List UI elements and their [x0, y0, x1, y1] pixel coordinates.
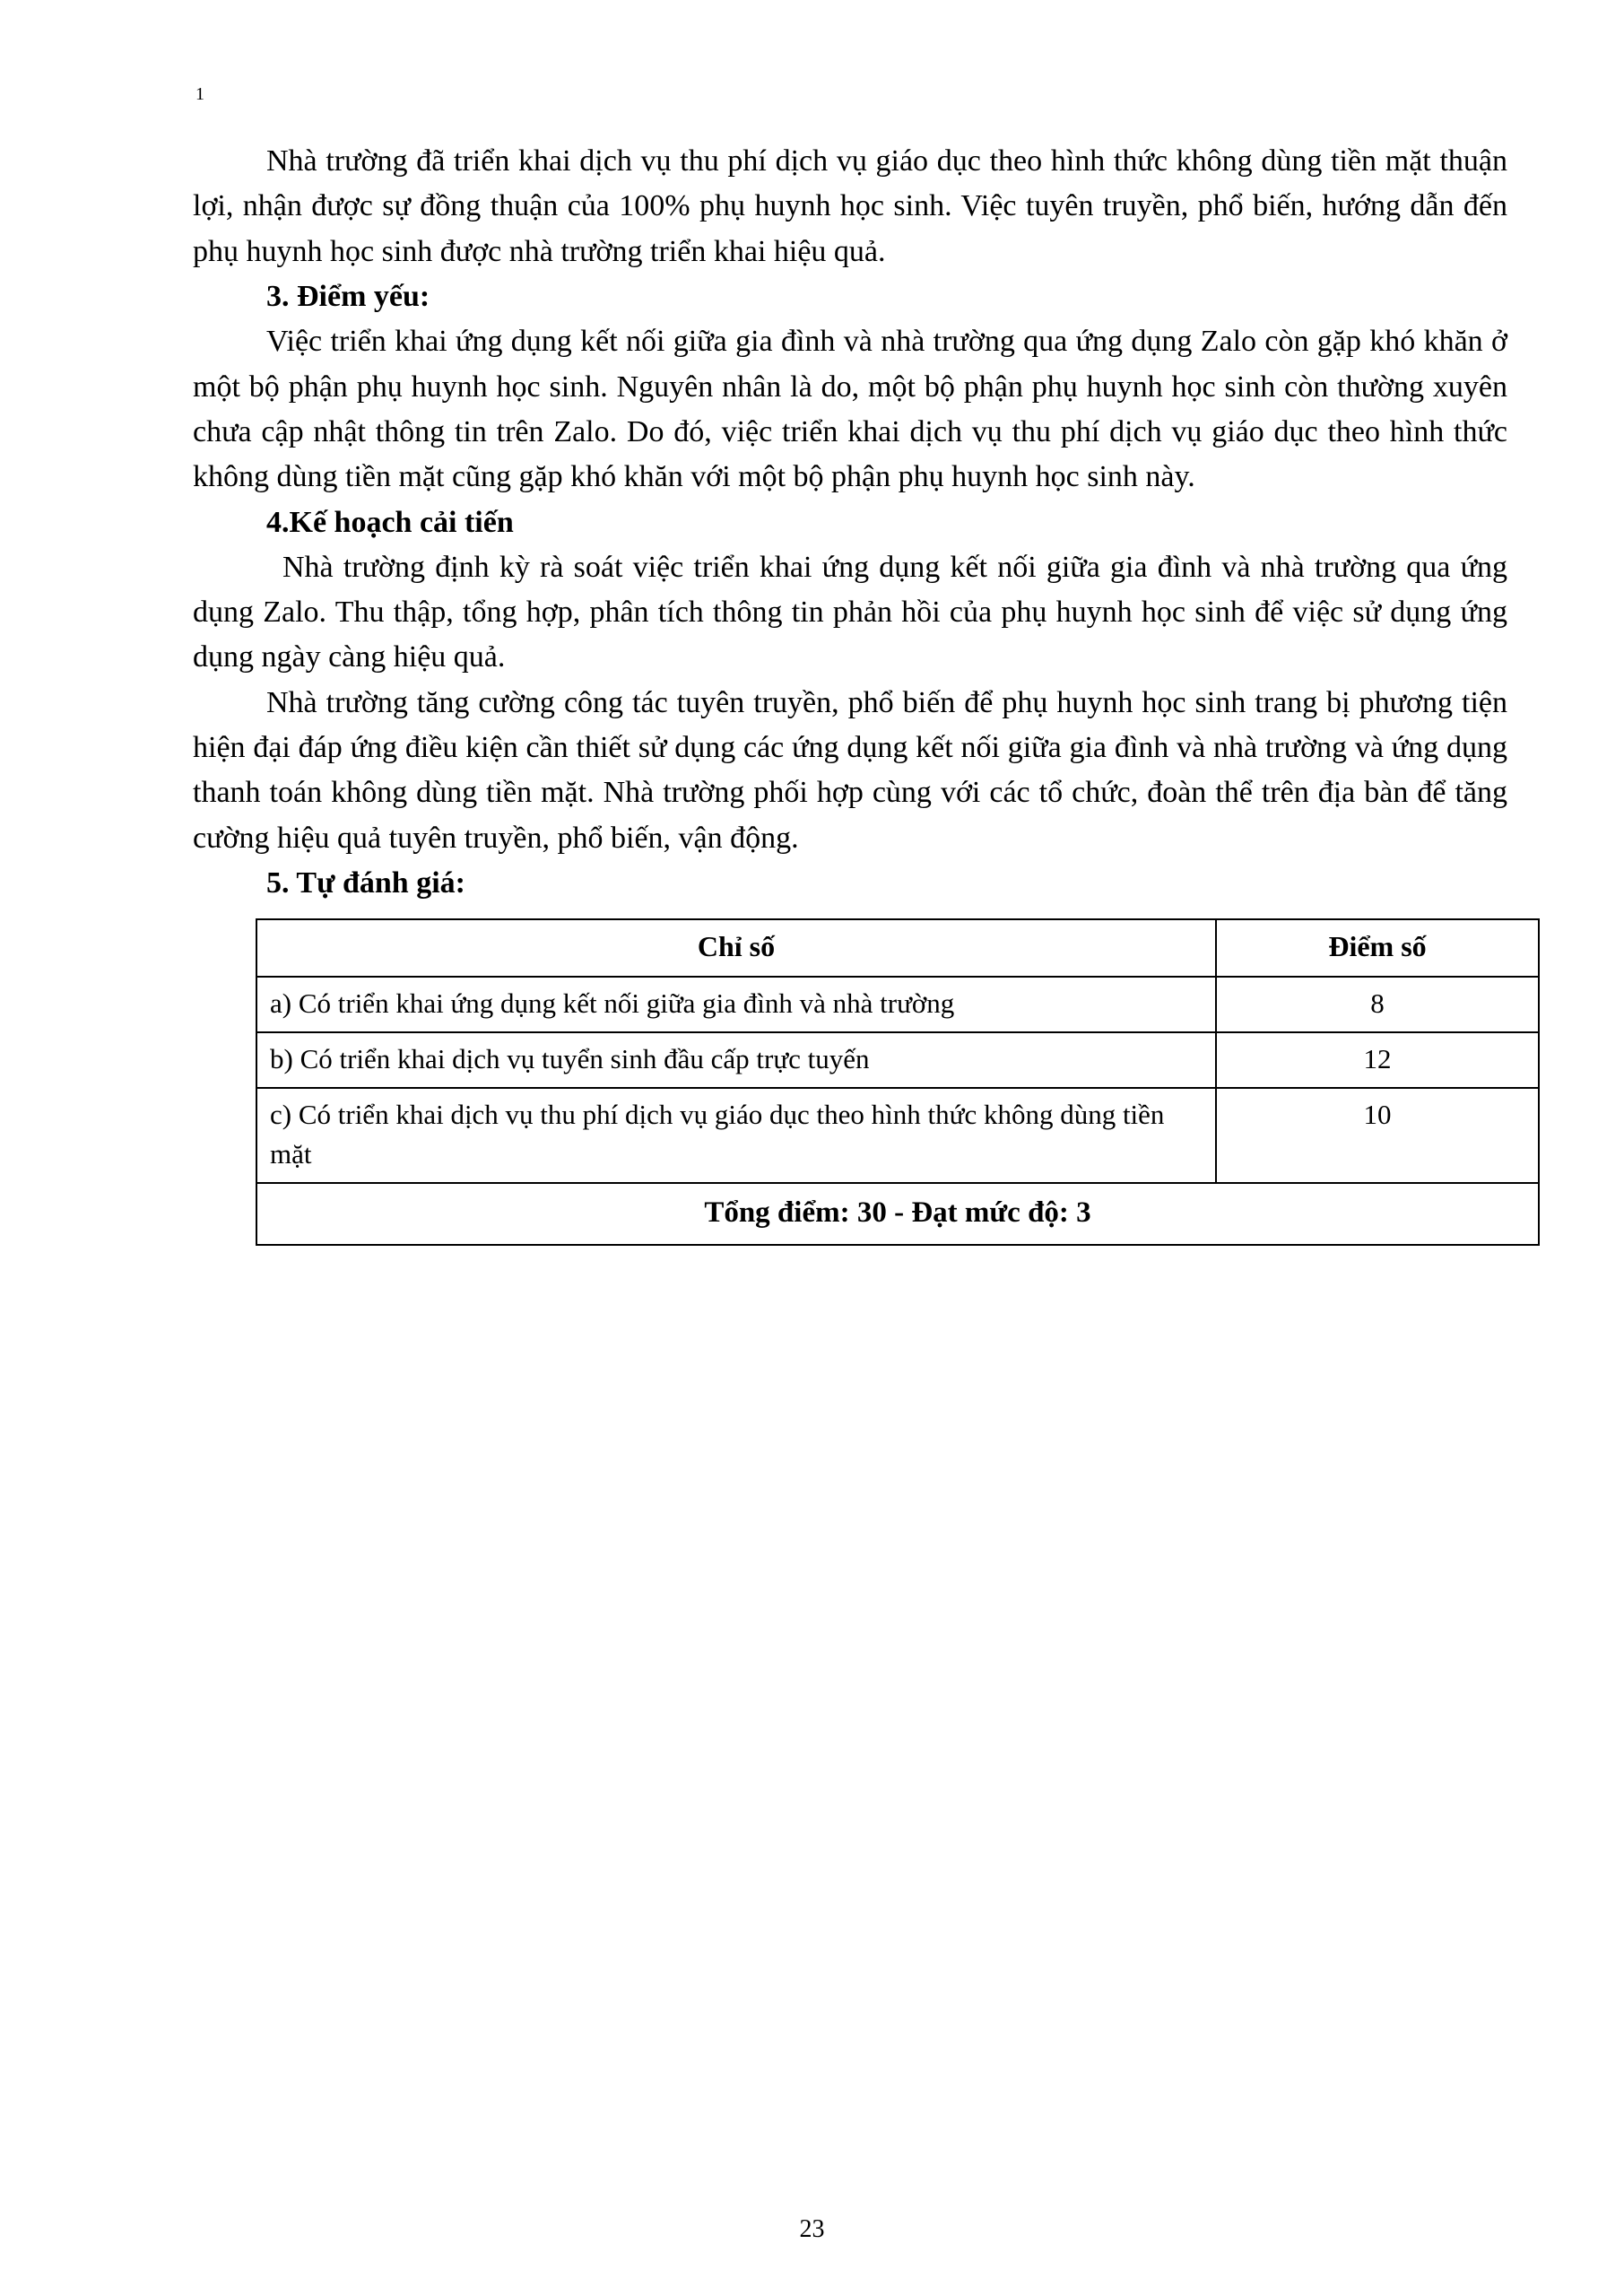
paragraph-improvement-1: Nhà trường định kỳ rà soát việc triển khai ứng dụng kết nối giữa gia đình và nhà trường qua ứng dụng Zalo. Thu thập, tổng hợp, phân tích thông tin phản hồi của phụ huynh học sinh để việc sử dụng ứng dụng ngày càng hiệu quả.: [193, 550, 1507, 674]
table-cell-index: a) Có triển khai ứng dụng kết nối giữa gia đình và nhà trường: [256, 977, 1216, 1032]
table-cell-index: c) Có triển khai dịch vụ thu phí dịch vụ giáo dục theo hình thức không dùng tiền mặt: [256, 1088, 1216, 1183]
page-number: 23: [799, 2215, 825, 2243]
table-row: [256, 977, 1539, 1032]
corner-mark: 1: [195, 84, 204, 104]
heading-section-3: 3. Điểm yếu:: [266, 279, 430, 313]
table-cell-score: 12: [1216, 1032, 1539, 1088]
self-assessment-table: [256, 918, 1540, 1245]
table-total-cell: Tổng điểm: 30 - Đạt mức độ: 3: [256, 1183, 1539, 1245]
table-header-index: Chỉ số: [256, 919, 1216, 976]
paragraph-weakness: Việc triển khai ứng dụng kết nối giữa gia đình và nhà trường qua ứng dụng Zalo còn gặp khó khăn ở một bộ phận phụ huynh học sinh. Nguyên nhân là do, một bộ phận phụ huynh học sinh còn thường xuyên chưa cập nhật thông tin trên Zalo. Do đó, việc triển khai dịch vụ thu phí dịch vụ giáo dục theo hình thức không dùng tiền mặt cũng gặp khó khăn với một bộ phận phụ huynh học sinh này.: [193, 325, 1507, 494]
table-cell-score: 8: [1216, 977, 1539, 1032]
table-cell-score: 10: [1216, 1088, 1539, 1183]
table-row: [256, 1088, 1539, 1183]
heading-section-5: 5. Tự đánh giá:: [266, 866, 465, 900]
paragraph-improvement-2: Nhà trường tăng cường công tác tuyên truyền, phổ biến để phụ huynh học sinh trang bị phương tiện hiện đại đáp ứng điều kiện cần thiết sử dụng các ứng dụng kết nối giữa gia đình và nhà trường và ứng dụng thanh toán không dùng tiền mặt. Nhà trường phối hợp cùng với các tổ chức, đoàn thể trên địa bàn để tăng cường hiệu quả tuyên truyền, phổ biến, vận động.: [193, 685, 1507, 855]
table-cell-index: b) Có triển khai dịch vụ tuyển sinh đầu cấp trực tuyến: [256, 1032, 1216, 1088]
table-total-row: [256, 1183, 1539, 1245]
paragraph-intro: Nhà trường đã triển khai dịch vụ thu phí dịch vụ giáo dục theo hình thức không dùng tiền mặt thuận lợi, nhận được sự đồng thuận của 100% phụ huynh học sinh. Việc tuyên truyền, phổ biến, hướng dẫn đến phụ huynh học sinh được nhà trường triển khai hiệu quả.: [193, 144, 1507, 268]
document-body: [193, 139, 1507, 1246]
table-header-score: Điểm số: [1216, 919, 1539, 976]
table-header-row: [256, 919, 1539, 976]
heading-section-4: 4.Kế hoạch cải tiến: [266, 505, 514, 539]
table-row: [256, 1032, 1539, 1088]
